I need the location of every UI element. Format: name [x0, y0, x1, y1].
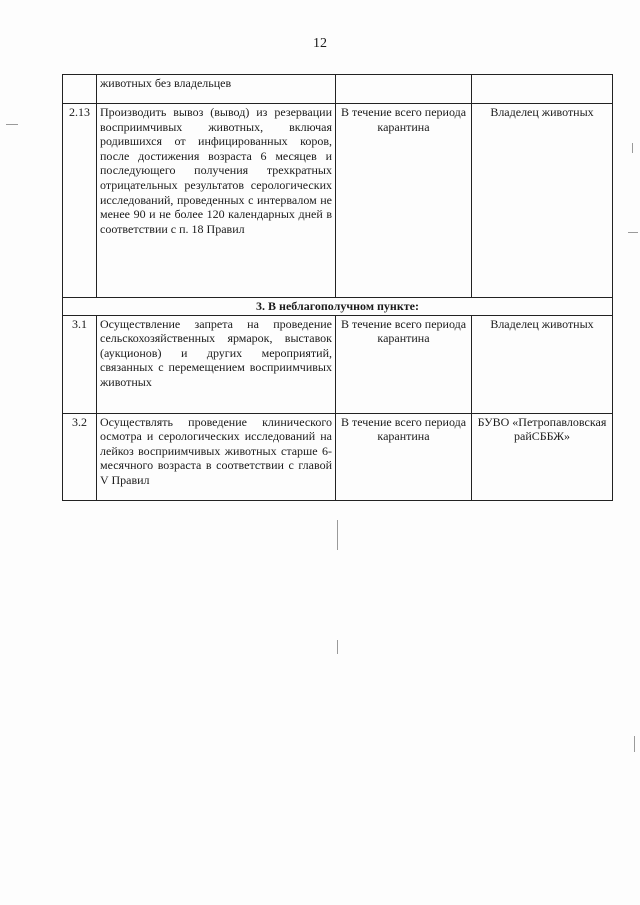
row-number: 2.13 [63, 104, 97, 298]
table-row [63, 75, 613, 104]
scan-mark [337, 520, 338, 550]
action-text: Осуществлять проведение клинического осмотра и серологических исследований на лейкоз восприимчивых животных старше 6-месячного возраста в соответствии с главой V Правил [97, 413, 336, 500]
measures-table [62, 74, 613, 501]
section-row [63, 298, 613, 316]
row-number: 3.1 [63, 315, 97, 413]
section-title: 3. В неблагополучном пункте: [63, 298, 613, 316]
term-text [336, 75, 472, 104]
scan-mark [337, 640, 338, 654]
term-text: В течение всего периода карантина [336, 413, 472, 500]
responsible-text: БУВО «Петропавловская райСББЖ» [472, 413, 613, 500]
term-text: В течение всего периода карантина [336, 104, 472, 298]
responsible-text: Владелец животных [472, 104, 613, 298]
action-text: Осуществление запрета на проведение сельскохозяйственных ярмарок, выставок (аукционов) и других мероприятий, связанных с перемещением восприимчивых животных [97, 315, 336, 413]
action-text: животных без владельцев [97, 75, 336, 104]
responsible-text: Владелец животных [472, 315, 613, 413]
scan-mark [634, 736, 635, 752]
row-number: 3.2 [63, 413, 97, 500]
scan-mark [6, 124, 18, 125]
responsible-text [472, 75, 613, 104]
table-row [63, 315, 613, 413]
term-text: В течение всего периода карантина [336, 315, 472, 413]
page-number: 12 [313, 36, 327, 51]
row-number [63, 75, 97, 104]
scan-mark [632, 143, 633, 153]
table-row [63, 104, 613, 298]
action-text: Производить вывоз (вывод) из резервации восприимчивых животных, включая родившихся от инфицированных коров, после достижения возраста 6 месяцев и последующего получения трехкратных отрицательных результатов серологических исследований, проведенных с интервалом не менее 90 и не более 120 календарных дней в соответствии с п. 18 Правил [97, 104, 336, 298]
scan-mark [628, 232, 638, 233]
table-row [63, 413, 613, 500]
